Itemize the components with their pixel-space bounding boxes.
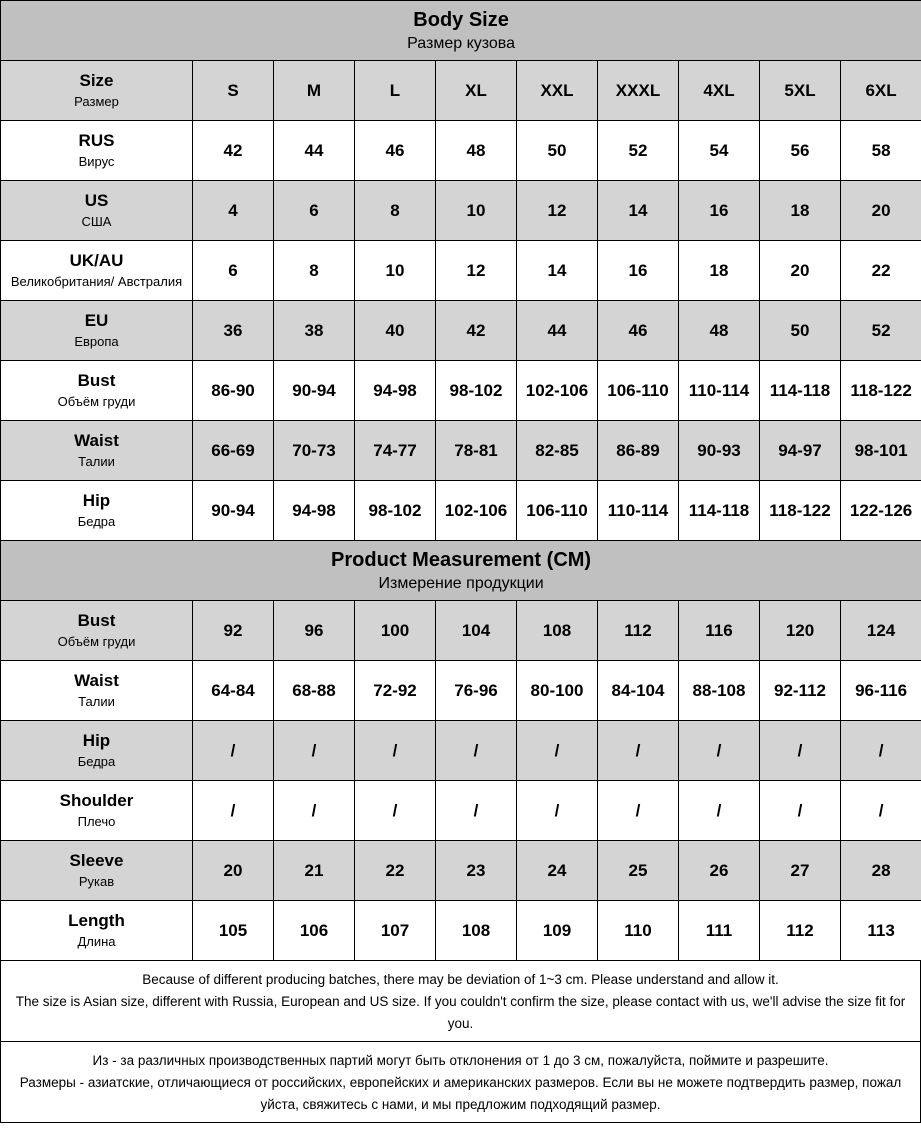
value-cell: 102-106 bbox=[436, 481, 517, 541]
value-cell: 116 bbox=[679, 601, 760, 661]
value-cell: / bbox=[436, 721, 517, 781]
value-cell: 90-94 bbox=[274, 361, 355, 421]
table-row bbox=[1, 721, 921, 781]
product-measurement-subtitle: Измерение продукции bbox=[378, 574, 544, 592]
value-cell: 24 bbox=[517, 841, 598, 901]
value-cell: 22 bbox=[841, 241, 921, 301]
row-label bbox=[1, 721, 193, 781]
value-cell: 96-116 bbox=[841, 661, 921, 721]
value-cell: 94-98 bbox=[355, 361, 436, 421]
value-cell: 20 bbox=[841, 181, 921, 241]
value-cell: 18 bbox=[760, 181, 841, 241]
value-cell: 114-118 bbox=[760, 361, 841, 421]
value-cell: 68-88 bbox=[274, 661, 355, 721]
value-cell: 102-106 bbox=[517, 361, 598, 421]
row-label-ru: Объём груди bbox=[57, 634, 136, 649]
value-cell: 38 bbox=[274, 301, 355, 361]
value-cell: / bbox=[355, 781, 436, 841]
table-row bbox=[1, 781, 921, 841]
value-cell: 96 bbox=[274, 601, 355, 661]
value-cell: 98-102 bbox=[436, 361, 517, 421]
value-cell: 52 bbox=[841, 301, 921, 361]
row-label-en: Bust bbox=[77, 611, 116, 630]
row-label-en: Size bbox=[79, 71, 114, 90]
size-header-row bbox=[1, 61, 921, 121]
value-cell: 72-92 bbox=[355, 661, 436, 721]
row-label-ru: Европа bbox=[74, 334, 119, 349]
value-cell: / bbox=[517, 721, 598, 781]
table-row bbox=[1, 661, 921, 721]
body-size-title: Body Size bbox=[413, 8, 509, 31]
table-row bbox=[1, 301, 921, 361]
value-cell: 16 bbox=[598, 241, 679, 301]
value-cell: 8 bbox=[274, 241, 355, 301]
value-cell: 80-100 bbox=[517, 661, 598, 721]
value-cell: 58 bbox=[841, 121, 921, 181]
row-label-ru: Талии bbox=[78, 694, 115, 709]
value-cell: 110-114 bbox=[679, 361, 760, 421]
body-size-subtitle: Размер кузова bbox=[407, 34, 516, 52]
row-label bbox=[1, 481, 193, 541]
value-cell: M bbox=[274, 61, 355, 121]
value-cell: / bbox=[679, 721, 760, 781]
value-cell: 94-97 bbox=[760, 421, 841, 481]
value-cell: 36 bbox=[193, 301, 274, 361]
value-cell: XXL bbox=[517, 61, 598, 121]
value-cell: 52 bbox=[598, 121, 679, 181]
body-size-title-cell bbox=[1, 1, 921, 61]
value-cell: XXXL bbox=[598, 61, 679, 121]
value-cell: 14 bbox=[517, 241, 598, 301]
value-cell: 122-126 bbox=[841, 481, 921, 541]
notes-russian bbox=[1, 1041, 920, 1122]
value-cell: 120 bbox=[760, 601, 841, 661]
row-label-ru: Бедра bbox=[77, 754, 116, 769]
row-label-ru: Талии bbox=[78, 454, 115, 469]
value-cell: 118-122 bbox=[841, 361, 921, 421]
value-cell: 82-85 bbox=[517, 421, 598, 481]
value-cell: XL bbox=[436, 61, 517, 121]
value-cell: 54 bbox=[679, 121, 760, 181]
body-size-section bbox=[1, 1, 921, 541]
value-cell: 6 bbox=[193, 241, 274, 301]
row-label bbox=[1, 181, 193, 241]
row-label-ru: Рукав bbox=[78, 874, 115, 889]
value-cell: 16 bbox=[679, 181, 760, 241]
value-cell: 27 bbox=[760, 841, 841, 901]
table-row bbox=[1, 481, 921, 541]
row-label bbox=[1, 781, 193, 841]
value-cell: 10 bbox=[355, 241, 436, 301]
value-cell: 74-77 bbox=[355, 421, 436, 481]
value-cell: 48 bbox=[679, 301, 760, 361]
value-cell: 28 bbox=[841, 841, 921, 901]
row-label-ru: Объём груди bbox=[57, 394, 136, 409]
product-measurement-section bbox=[1, 541, 921, 961]
note-line: Because of different producing batches, there may be deviation of 1~3 cm. Please understand and allow it. bbox=[142, 972, 779, 987]
value-cell: 50 bbox=[517, 121, 598, 181]
value-cell: 90-93 bbox=[679, 421, 760, 481]
row-label-en: Shoulder bbox=[59, 791, 134, 810]
value-cell: / bbox=[274, 781, 355, 841]
value-cell: 106-110 bbox=[598, 361, 679, 421]
table-row bbox=[1, 361, 921, 421]
value-cell: 8 bbox=[355, 181, 436, 241]
row-label-en: Hip bbox=[82, 491, 111, 510]
value-cell: / bbox=[193, 721, 274, 781]
row-label bbox=[1, 241, 193, 301]
value-cell: 112 bbox=[760, 901, 841, 961]
row-label bbox=[1, 661, 193, 721]
value-cell: 84-104 bbox=[598, 661, 679, 721]
value-cell: 118-122 bbox=[760, 481, 841, 541]
row-label bbox=[1, 601, 193, 661]
value-cell: 106-110 bbox=[517, 481, 598, 541]
table-row bbox=[1, 901, 921, 961]
value-cell: 46 bbox=[598, 301, 679, 361]
value-cell: 18 bbox=[679, 241, 760, 301]
row-label-en: Sleeve bbox=[69, 851, 124, 870]
value-cell: 110-114 bbox=[598, 481, 679, 541]
row-label-en: Hip bbox=[82, 731, 111, 750]
value-cell: 10 bbox=[436, 181, 517, 241]
value-cell: 48 bbox=[436, 121, 517, 181]
value-cell: 90-94 bbox=[193, 481, 274, 541]
row-label bbox=[1, 901, 193, 961]
value-cell: 4 bbox=[193, 181, 274, 241]
value-cell: 25 bbox=[598, 841, 679, 901]
table-row bbox=[1, 121, 921, 181]
value-cell: / bbox=[598, 721, 679, 781]
value-cell: 42 bbox=[193, 121, 274, 181]
value-cell: / bbox=[436, 781, 517, 841]
row-label-en: Waist bbox=[74, 671, 119, 690]
value-cell: 44 bbox=[517, 301, 598, 361]
value-cell: 21 bbox=[274, 841, 355, 901]
note-line: Из - за различных производственных партий могут быть отклонения от 1 до 3 см, пожалуйста, поймите и разрешите. bbox=[92, 1053, 829, 1068]
value-cell: 100 bbox=[355, 601, 436, 661]
value-cell: 114-118 bbox=[679, 481, 760, 541]
value-cell: 92-112 bbox=[760, 661, 841, 721]
row-label-en: US bbox=[84, 191, 109, 210]
value-cell: / bbox=[841, 781, 921, 841]
value-cell: 98-102 bbox=[355, 481, 436, 541]
value-cell: 92 bbox=[193, 601, 274, 661]
row-label-ru: Плечо bbox=[77, 814, 116, 829]
table-row bbox=[1, 421, 921, 481]
value-cell: / bbox=[760, 721, 841, 781]
value-cell: 86-89 bbox=[598, 421, 679, 481]
table-row bbox=[1, 241, 921, 301]
value-cell: 20 bbox=[193, 841, 274, 901]
value-cell: 88-108 bbox=[679, 661, 760, 721]
table-row bbox=[1, 181, 921, 241]
row-label-en: Waist bbox=[74, 431, 119, 450]
row-label-en: RUS bbox=[78, 131, 115, 150]
value-cell: 98-101 bbox=[841, 421, 921, 481]
value-cell: 14 bbox=[598, 181, 679, 241]
value-cell: S bbox=[193, 61, 274, 121]
value-cell: 78-81 bbox=[436, 421, 517, 481]
row-label bbox=[1, 841, 193, 901]
value-cell: 42 bbox=[436, 301, 517, 361]
value-cell: L bbox=[355, 61, 436, 121]
product-measurement-banner bbox=[1, 541, 921, 601]
row-label-ru: Размер bbox=[74, 94, 119, 109]
row-label bbox=[1, 301, 193, 361]
value-cell: 5XL bbox=[760, 61, 841, 121]
table-row bbox=[1, 841, 921, 901]
row-label-en: Length bbox=[68, 911, 125, 930]
value-cell: 108 bbox=[517, 601, 598, 661]
value-cell: / bbox=[841, 721, 921, 781]
row-label-en: UK/AU bbox=[69, 251, 124, 270]
note-line: Размеры - азиатские, отличающиеся от российских, европейских и американских размеров. Если вы не можете подтвердить размер, пожал уйста, свяжитесь с нами, и мы предложим подходящий размер. bbox=[19, 1075, 902, 1112]
value-cell: / bbox=[598, 781, 679, 841]
value-cell: 105 bbox=[193, 901, 274, 961]
value-cell: 4XL bbox=[679, 61, 760, 121]
value-cell: 12 bbox=[517, 181, 598, 241]
value-cell: 20 bbox=[760, 241, 841, 301]
row-label bbox=[1, 421, 193, 481]
notes-section bbox=[0, 961, 921, 1123]
value-cell: 107 bbox=[355, 901, 436, 961]
value-cell: 50 bbox=[760, 301, 841, 361]
product-measurement-title-cell bbox=[1, 541, 921, 601]
value-cell: 70-73 bbox=[274, 421, 355, 481]
value-cell: 108 bbox=[436, 901, 517, 961]
value-cell: 106 bbox=[274, 901, 355, 961]
note-line: The size is Asian size, different with Russia, European and US size. If you couldn't confirm the size, please contact with us, we'll advise the size fit for you. bbox=[15, 994, 906, 1031]
value-cell: / bbox=[274, 721, 355, 781]
row-label-ru: США bbox=[81, 214, 112, 229]
value-cell: / bbox=[679, 781, 760, 841]
value-cell: 112 bbox=[598, 601, 679, 661]
value-cell: / bbox=[193, 781, 274, 841]
product-measurement-title: Product Measurement (CM) bbox=[331, 548, 592, 571]
value-cell: 40 bbox=[355, 301, 436, 361]
value-cell: / bbox=[517, 781, 598, 841]
value-cell: 44 bbox=[274, 121, 355, 181]
value-cell: 109 bbox=[517, 901, 598, 961]
table-row bbox=[1, 601, 921, 661]
row-label bbox=[1, 61, 193, 121]
row-label-ru: Великобритания/ Австралия bbox=[10, 274, 183, 289]
value-cell: 76-96 bbox=[436, 661, 517, 721]
row-label bbox=[1, 361, 193, 421]
value-cell: / bbox=[355, 721, 436, 781]
row-label-ru: Длина bbox=[77, 934, 116, 949]
body-size-banner bbox=[1, 1, 921, 61]
value-cell: 66-69 bbox=[193, 421, 274, 481]
value-cell: 124 bbox=[841, 601, 921, 661]
value-cell: 6 bbox=[274, 181, 355, 241]
value-cell: 22 bbox=[355, 841, 436, 901]
value-cell: 113 bbox=[841, 901, 921, 961]
row-label-en: Bust bbox=[77, 371, 116, 390]
value-cell: 46 bbox=[355, 121, 436, 181]
row-label bbox=[1, 121, 193, 181]
row-label-ru: Бедра bbox=[77, 514, 116, 529]
value-cell: 23 bbox=[436, 841, 517, 901]
notes-english bbox=[1, 961, 920, 1041]
row-label-en: EU bbox=[84, 311, 109, 330]
value-cell: 86-90 bbox=[193, 361, 274, 421]
value-cell: 111 bbox=[679, 901, 760, 961]
value-cell: 6XL bbox=[841, 61, 921, 121]
value-cell: 104 bbox=[436, 601, 517, 661]
value-cell: 56 bbox=[760, 121, 841, 181]
value-cell: / bbox=[760, 781, 841, 841]
value-cell: 64-84 bbox=[193, 661, 274, 721]
value-cell: 12 bbox=[436, 241, 517, 301]
value-cell: 110 bbox=[598, 901, 679, 961]
value-cell: 26 bbox=[679, 841, 760, 901]
row-label-ru: Вирус bbox=[78, 154, 115, 169]
value-cell: 94-98 bbox=[274, 481, 355, 541]
